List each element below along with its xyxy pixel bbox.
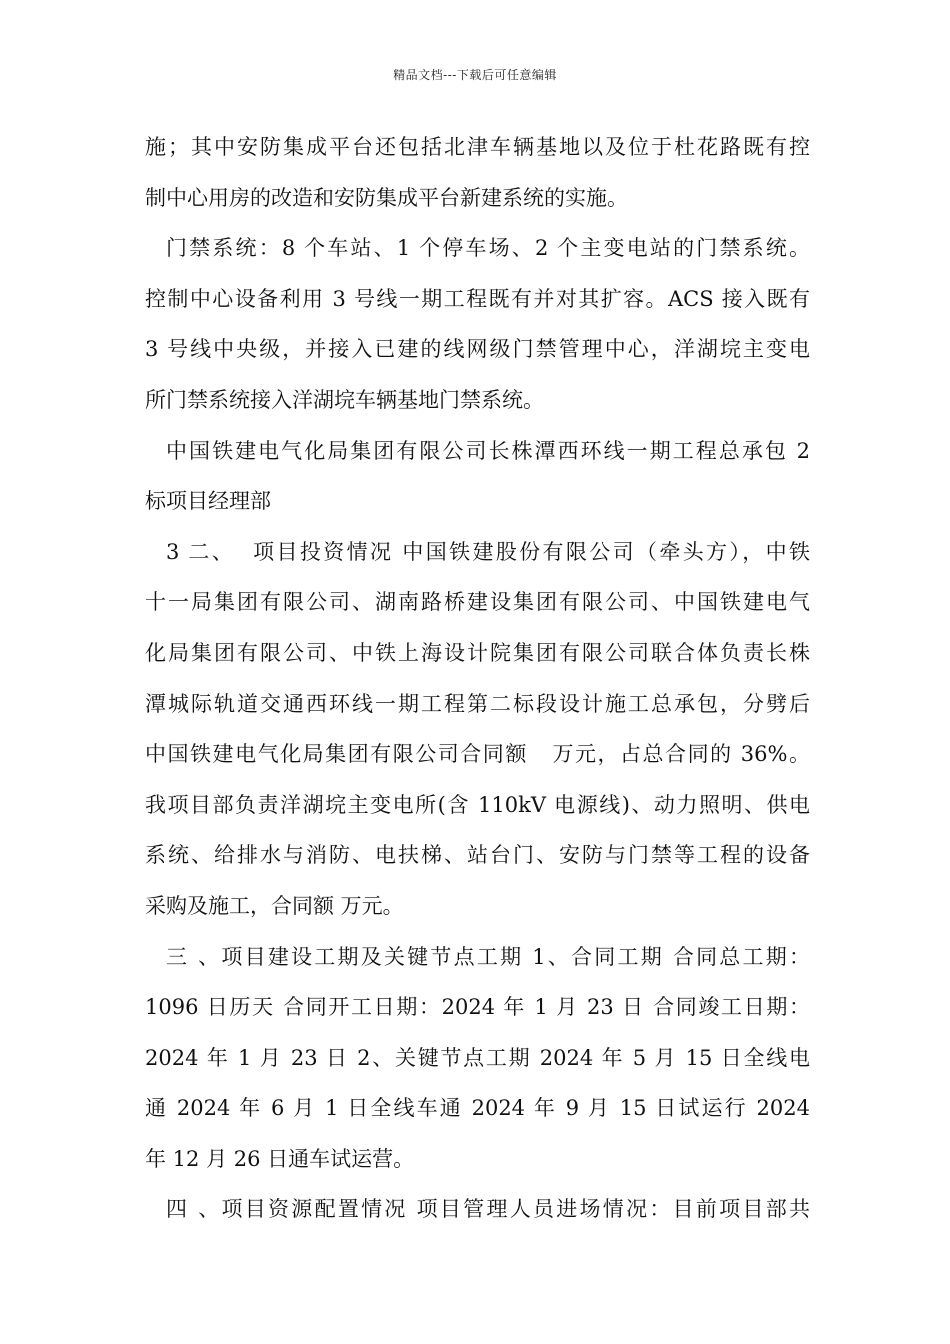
paragraph-line: 通 2024 年 6 月 1 日全线车通 2024 年 9 月 15 日试运行 2024: [145, 1096, 810, 1121]
paragraph-line: 四 、项目资源配置情况 项目管理人员进场情况：目前项目部共: [166, 1197, 810, 1222]
paragraph-line: 采购及施工，合同额 万元。: [145, 893, 404, 918]
paragraph-line: 潭城际轨道交通西环线一期工程第二标段设计施工总承包，分劈后: [145, 691, 810, 716]
paragraph-line: 中国铁建电气化局集团有限公司长株潭西环线一期工程总承包 2: [166, 438, 810, 463]
paragraph-line: 系统、给排水与消防、电扶梯、站台门、安防与门禁等工程的设备: [145, 843, 810, 868]
paragraph-line: 年 12 月 26 日通车试运营。: [145, 1146, 415, 1171]
paragraph-line: 所门禁系统接入洋湖垸车辆基地门禁系统。: [145, 387, 544, 412]
paragraph-line: 标项目经理部: [145, 489, 271, 514]
paragraph-line: 化局集团有限公司、中铁上海设计院集团有限公司联合体负责长株: [145, 640, 810, 665]
page-header: 精品文档---下载后可任意编辑: [393, 68, 557, 82]
paragraph-line: 控制中心设备利用 3 号线一期工程既有并对其扩容。ACS 接入既有: [145, 286, 810, 311]
paragraph-line: 3 号线中央级，并接入已建的线网级门禁管理中心，洋湖垸主变电: [145, 337, 810, 362]
paragraph-line: 三 、项目建设工期及关键节点工期 1、合同工期 合同总工期：: [166, 944, 810, 969]
paragraph-line: 十一局集团有限公司、湖南路桥建设集团有限公司、中国铁建电气: [145, 590, 810, 615]
paragraph-line: 施；其中安防集成平台还包括北津车辆基地以及位于杜花路既有控: [145, 135, 810, 159]
paragraph-line: 1096 日历天 合同开工日期：2024 年 1 月 23 日 合同竣工日期：: [145, 995, 810, 1020]
paragraph-line: 中国铁建电气化局集团有限公司合同额 万元，占总合同的 36%。: [145, 742, 810, 767]
document-body: [145, 132, 810, 1245]
paragraph-line: 我项目部负责洋湖垸主变电所(含 110kV 电源线)、动力照明、供电: [145, 792, 810, 817]
paragraph-line: 2024 年 1 月 23 日 2、关键节点工期 2024 年 5 月 15 日全线电: [145, 1045, 810, 1070]
paragraph-line: 3 二、 项目投资情况 中国铁建股份有限公司（牵头方），中铁: [166, 539, 810, 564]
paragraph-line: 门禁系统：8 个车站、1 个停车场、2 个主变电站的门禁系统。: [166, 236, 810, 261]
paragraph-line: 制中心用房的改造和安防集成平台新建系统的实施。: [145, 185, 628, 210]
